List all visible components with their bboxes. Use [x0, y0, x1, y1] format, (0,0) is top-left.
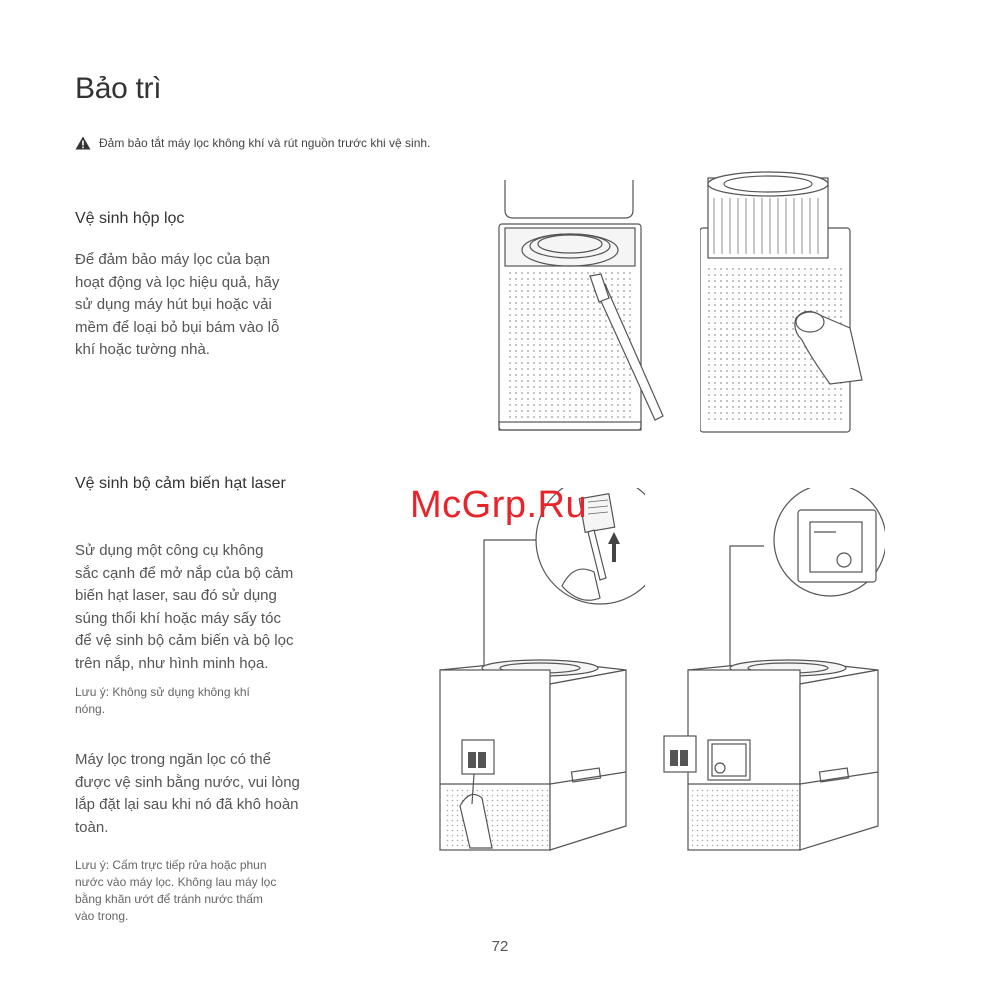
text-line: mềm để loại bỏ bụi bám vào lỗ: [75, 318, 280, 336]
cloth-wiping-illustration: [700, 170, 865, 440]
section2-paragraph: [75, 540, 305, 675]
section-heading-laser-sensor: Vệ sinh bộ cảm biến hạt laser: [75, 475, 286, 492]
note-no-water: [75, 857, 315, 925]
text-line: Máy lọc trong ngăn lọc có thể: [75, 751, 271, 768]
note-line: Lưu ý: Không sử dụng không khí: [75, 685, 250, 699]
text-line: để vệ sinh bộ cảm biến và bộ lọc: [75, 632, 294, 649]
text-line: lắp đặt lại sau khi nó đã khô hoàn: [75, 796, 299, 813]
note-line: nóng.: [75, 702, 106, 716]
text-line: Để đảm bảo máy lọc của bạn: [75, 251, 271, 268]
note-line: vào trong.: [75, 909, 129, 923]
text-line: hoạt động và lọc hiệu quả, hãy: [75, 273, 280, 291]
text-line: sử dụng máy hút bụi hoặc vải: [75, 296, 272, 313]
warning-text: Đảm bảo tắt máy lọc không khí và rút nguồn trước khi vệ sinh.: [99, 136, 431, 150]
note-no-hot-air: [75, 684, 305, 718]
warning-icon: [75, 136, 91, 150]
text-line: toàn.: [75, 818, 109, 836]
text-line: khí hoặc tường nhà.: [75, 341, 210, 358]
note-line: bằng khăn ướt để tránh nước thấm: [75, 892, 263, 906]
watermark: McGrp.Ru: [410, 484, 588, 526]
text-line: trên nắp, như hình minh họa.: [75, 654, 269, 672]
open-sensor-cover-illustration: [430, 488, 645, 860]
text-line: biến hạt laser, sau đó sử dụng: [75, 587, 277, 604]
note-line: nước vào máy lọc. Không lau máy lọc: [75, 875, 277, 889]
note-line: Lưu ý: Cấm trực tiếp rửa hoặc phun: [75, 858, 267, 872]
text-line: được vệ sinh bằng nước, vui lòng: [75, 773, 300, 791]
warning-notice: [75, 136, 430, 150]
section-heading-filter-box: Vệ sinh hộp lọc: [75, 210, 185, 227]
section1-paragraph: [75, 249, 305, 362]
text-line: Sử dụng một công cụ không: [75, 542, 264, 559]
page-title: Bảo trì: [75, 72, 162, 105]
text-line: sắc cạnh để mở nắp của bộ cảm: [75, 564, 294, 582]
vacuum-cleaning-illustration: [495, 180, 670, 440]
text-line: súng thổi khí hoặc máy sấy tóc: [75, 609, 281, 627]
sensor-cover-removed-illustration: [660, 488, 885, 860]
page-number: 72: [491, 938, 509, 955]
section2-paragraph-2: [75, 749, 315, 839]
